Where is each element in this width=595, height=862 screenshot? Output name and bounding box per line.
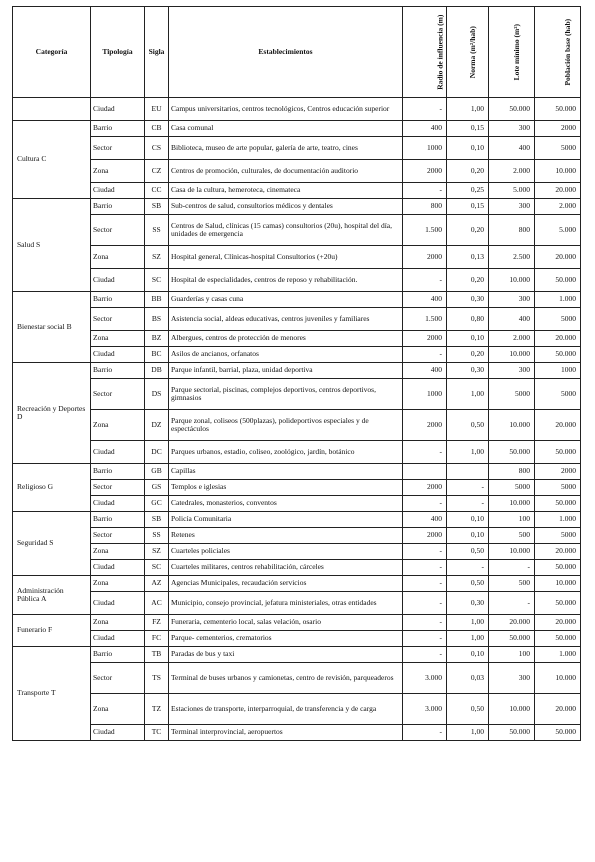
radio-cell: - [403,269,447,292]
norma-cell: 0,20 [447,347,489,363]
category-cell: Salud S [13,199,91,292]
radio-cell: 2000 [403,480,447,496]
radio-cell: - [403,560,447,576]
tipologia-cell: Ciudad [91,98,145,121]
establecimientos-cell: Parques urbanos, estadio, coliseo, zoológico, jardín, botánico [169,441,403,464]
header-lote-minimo [489,7,535,98]
sigla-cell: BC [145,347,169,363]
establecimientos-cell: Retenes [169,528,403,544]
lote-minimo-cell: 5000 [489,379,535,410]
category-cell: Seguridad S [13,512,91,576]
radio-cell: 2000 [403,528,447,544]
establecimientos-cell: Templos e iglesias [169,480,403,496]
norma-cell: 0,30 [447,363,489,379]
norma-cell: 1,00 [447,98,489,121]
poblacion-base-cell: 20.000 [535,410,581,441]
norma-cell: 0,80 [447,308,489,331]
norma-cell: 0,50 [447,410,489,441]
table-row [13,98,581,121]
norma-cell: 0,20 [447,269,489,292]
sigla-cell: TB [145,647,169,663]
tipologia-cell: Barrio [91,292,145,308]
radio-cell: 3.000 [403,694,447,725]
lote-minimo-cell: 10.000 [489,694,535,725]
sigla-cell: GS [145,480,169,496]
table-row [13,528,581,544]
poblacion-base-cell: 5000 [535,480,581,496]
header-radio [403,7,447,98]
tipologia-cell: Barrio [91,121,145,137]
sigla-cell: BZ [145,331,169,347]
establecimientos-cell: Asistencia social, aldeas educativas, centros juveniles y familiares [169,308,403,331]
lote-minimo-cell: 500 [489,576,535,592]
norma-cell: - [447,480,489,496]
radio-cell: - [403,576,447,592]
table-row [13,269,581,292]
tipologia-cell: Barrio [91,647,145,663]
table-row [13,560,581,576]
norma-cell: 1,00 [447,631,489,647]
establecimientos-cell: Terminal interprovincial, aeropuertos [169,725,403,741]
lote-minimo-cell: 500 [489,528,535,544]
table-row [13,292,581,308]
norma-cell: 0,10 [447,647,489,663]
tipologia-cell: Ciudad [91,183,145,199]
establecimientos-cell: Parque- cementerios, crematorios [169,631,403,647]
lote-minimo-cell: 800 [489,215,535,246]
table-row [13,441,581,464]
poblacion-base-cell: 2000 [535,464,581,480]
tipologia-cell: Barrio [91,464,145,480]
lote-minimo-cell: 300 [489,663,535,694]
table-row [13,480,581,496]
radio-cell: - [403,441,447,464]
sigla-cell: SZ [145,544,169,560]
table-row [13,576,581,592]
lote-minimo-cell: 10.000 [489,269,535,292]
radio-cell: - [403,725,447,741]
poblacion-base-cell: 20.000 [535,694,581,725]
table-row [13,592,581,615]
norma-cell: 0,03 [447,663,489,694]
radio-cell: 1000 [403,379,447,410]
establecimientos-cell: Sub-centros de salud, consultorios médicos y dentales [169,199,403,215]
table-row [13,615,581,631]
lote-minimo-cell: 50.000 [489,98,535,121]
sigla-cell: SC [145,560,169,576]
radio-cell: - [403,544,447,560]
norma-cell: 0,30 [447,592,489,615]
header-categoria: Categoría [13,7,91,98]
radio-cell: - [403,347,447,363]
poblacion-base-cell: 50.000 [535,631,581,647]
header-norma-label: Norma (m²/hab) [467,25,477,79]
radio-cell: 2000 [403,246,447,269]
category-cell: Administración Pública A [13,576,91,615]
sigla-cell: GC [145,496,169,512]
header-row [13,7,581,98]
poblacion-base-cell: 50.000 [535,725,581,741]
equipment-table [12,6,581,741]
radio-cell: 800 [403,199,447,215]
poblacion-base-cell: 1000 [535,363,581,379]
poblacion-base-cell: 20.000 [535,246,581,269]
tipologia-cell: Ciudad [91,347,145,363]
table-row [13,199,581,215]
header-poblacion-base [535,7,581,98]
header-radio-label: Radio de influencia (m) [435,14,445,90]
sigla-cell: CB [145,121,169,137]
poblacion-base-cell: 1.000 [535,512,581,528]
establecimientos-cell: Parque zonal, coliseos (500plazas), polideportivos especiales y de espectáculos [169,410,403,441]
radio-cell: 1.500 [403,215,447,246]
poblacion-base-cell: 50.000 [535,560,581,576]
establecimientos-cell: Capillas [169,464,403,480]
sigla-cell: SZ [145,246,169,269]
table-row [13,363,581,379]
sigla-cell: CZ [145,160,169,183]
table-row [13,496,581,512]
header-tipologia: Tipología [91,7,145,98]
lote-minimo-cell: 50.000 [489,441,535,464]
sigla-cell: TC [145,725,169,741]
radio-cell: - [403,647,447,663]
lote-minimo-cell: 300 [489,121,535,137]
norma-cell: 0,50 [447,694,489,725]
tipologia-cell: Sector [91,379,145,410]
poblacion-base-cell: 50.000 [535,592,581,615]
lote-minimo-cell: 10.000 [489,347,535,363]
sigla-cell: DZ [145,410,169,441]
lote-minimo-cell: 400 [489,137,535,160]
lote-minimo-cell: - [489,592,535,615]
poblacion-base-cell: 1.000 [535,647,581,663]
category-cell [13,98,91,121]
radio-cell [403,464,447,480]
poblacion-base-cell: 10.000 [535,576,581,592]
tipologia-cell: Zona [91,544,145,560]
radio-cell: 1.500 [403,308,447,331]
tipologia-cell: Sector [91,308,145,331]
table-row [13,725,581,741]
norma-cell: 0,50 [447,576,489,592]
lote-minimo-cell: 5000 [489,480,535,496]
norma-cell: 0,20 [447,215,489,246]
sigla-cell: SS [145,215,169,246]
table-row [13,331,581,347]
poblacion-base-cell: 1.000 [535,292,581,308]
sigla-cell: TZ [145,694,169,725]
poblacion-base-cell: 20.000 [535,544,581,560]
establecimientos-cell: Centros de Salud, clínicas (15 camas) consultorios (20u), hospital del día, unidades de emergencia [169,215,403,246]
category-cell: Bienestar social B [13,292,91,363]
lote-minimo-cell: - [489,560,535,576]
sigla-cell: DS [145,379,169,410]
establecimientos-cell: Cuarteles policiales [169,544,403,560]
tipologia-cell: Barrio [91,199,145,215]
radio-cell: - [403,592,447,615]
norma-cell: - [447,496,489,512]
establecimientos-cell: Funeraria, cementerio local, salas velación, osario [169,615,403,631]
table-row [13,647,581,663]
lote-minimo-cell: 300 [489,363,535,379]
table-row [13,121,581,137]
tipologia-cell: Barrio [91,512,145,528]
establecimientos-cell: Campus universitarios, centros tecnológicos, Centros educación superior [169,98,403,121]
tipologia-cell: Sector [91,137,145,160]
poblacion-base-cell: 5000 [535,137,581,160]
sigla-cell: BB [145,292,169,308]
table-row [13,512,581,528]
norma-cell: 0,13 [447,246,489,269]
norma-cell: 0,10 [447,528,489,544]
header-sigla: Sigla [145,7,169,98]
norma-cell: 0,15 [447,199,489,215]
establecimientos-cell: Cuarteles militares, centros rehabilitación, cárceles [169,560,403,576]
tipologia-cell: Zona [91,246,145,269]
table-row [13,160,581,183]
equipment-table-sheet [12,6,580,741]
sigla-cell: SS [145,528,169,544]
table-body [13,98,581,741]
radio-cell: 400 [403,121,447,137]
table-row [13,215,581,246]
tipologia-cell: Ciudad [91,560,145,576]
radio-cell: 1000 [403,137,447,160]
table-row [13,663,581,694]
poblacion-base-cell: 10.000 [535,663,581,694]
establecimientos-cell: Biblioteca, museo de arte popular, galería de arte, teatro, cines [169,137,403,160]
table-row [13,347,581,363]
tipologia-cell: Ciudad [91,725,145,741]
lote-minimo-cell: 50.000 [489,725,535,741]
sigla-cell: DB [145,363,169,379]
establecimientos-cell: Policía Comunitaria [169,512,403,528]
norma-cell: 0,10 [447,512,489,528]
lote-minimo-cell: 800 [489,464,535,480]
radio-cell: 2000 [403,331,447,347]
tipologia-cell: Ciudad [91,631,145,647]
lote-minimo-cell: 2.000 [489,160,535,183]
radio-cell: - [403,98,447,121]
establecimientos-cell: Estaciones de transporte, interparroquial, de transferencia y de carga [169,694,403,725]
radio-cell: - [403,183,447,199]
norma-cell: 0,20 [447,160,489,183]
poblacion-base-cell: 20.000 [535,183,581,199]
establecimientos-cell: Parque sectorial, piscinas, complejos deportivos, centros deportivos, gimnasios [169,379,403,410]
norma-cell: 1,00 [447,441,489,464]
lote-minimo-cell: 10.000 [489,544,535,560]
sigla-cell: SB [145,512,169,528]
sigla-cell: CC [145,183,169,199]
norma-cell [447,464,489,480]
table-row [13,631,581,647]
poblacion-base-cell: 5.000 [535,215,581,246]
tipologia-cell: Ciudad [91,496,145,512]
radio-cell: 2000 [403,160,447,183]
table-row [13,694,581,725]
poblacion-base-cell: 20.000 [535,615,581,631]
establecimientos-cell: Agencias Municipales, recaudación servicios [169,576,403,592]
sigla-cell: EU [145,98,169,121]
establecimientos-cell: Catedrales, monasterios, conventos [169,496,403,512]
sigla-cell: FC [145,631,169,647]
table-row [13,379,581,410]
radio-cell: 400 [403,292,447,308]
tipologia-cell: Zona [91,615,145,631]
establecimientos-cell: Terminal de buses urbanos y camionetas, centro de revisión, parqueaderos [169,663,403,694]
establecimientos-cell: Paradas de bus y taxi [169,647,403,663]
establecimientos-cell: Parque infantil, barrial, plaza, unidad deportiva [169,363,403,379]
tipologia-cell: Zona [91,331,145,347]
poblacion-base-cell: 5000 [535,308,581,331]
radio-cell: 2000 [403,410,447,441]
lote-minimo-cell: 100 [489,512,535,528]
poblacion-base-cell: 5000 [535,379,581,410]
radio-cell: 400 [403,512,447,528]
establecimientos-cell: Albergues, centros de protección de menores [169,331,403,347]
sigla-cell: AZ [145,576,169,592]
category-cell: Funerario F [13,615,91,647]
lote-minimo-cell: 2.500 [489,246,535,269]
table-row [13,464,581,480]
header-poblacion-base-label: Población base (hab) [563,18,573,86]
norma-cell: 1,00 [447,615,489,631]
lote-minimo-cell: 400 [489,308,535,331]
sigla-cell: SC [145,269,169,292]
lote-minimo-cell: 50.000 [489,631,535,647]
tipologia-cell: Sector [91,663,145,694]
table-row [13,544,581,560]
lote-minimo-cell: 2.000 [489,331,535,347]
norma-cell: 0,15 [447,121,489,137]
radio-cell: 400 [403,363,447,379]
establecimientos-cell: Hospital general, Clínicas-hospital Consultorios (+20u) [169,246,403,269]
establecimientos-cell: Casa comunal [169,121,403,137]
tipologia-cell: Zona [91,160,145,183]
radio-cell: 3.000 [403,663,447,694]
establecimientos-cell: Casa de la cultura, hemeroteca, cinemateca [169,183,403,199]
category-cell: Transporte T [13,647,91,741]
establecimientos-cell: Centros de promoción, culturales, de documentación auditorio [169,160,403,183]
tipologia-cell: Zona [91,410,145,441]
establecimientos-cell: Asilos de ancianos, orfanatos [169,347,403,363]
poblacion-base-cell: 50.000 [535,269,581,292]
poblacion-base-cell: 50.000 [535,441,581,464]
poblacion-base-cell: 50.000 [535,98,581,121]
lote-minimo-cell: 10.000 [489,410,535,441]
tipologia-cell: Ciudad [91,592,145,615]
sigla-cell: CS [145,137,169,160]
norma-cell: 0,10 [447,137,489,160]
norma-cell: 0,30 [447,292,489,308]
norma-cell: 0,10 [447,331,489,347]
tipologia-cell: Barrio [91,363,145,379]
table-row [13,410,581,441]
lote-minimo-cell: 300 [489,292,535,308]
poblacion-base-cell: 5000 [535,528,581,544]
norma-cell: - [447,560,489,576]
table-row [13,308,581,331]
tipologia-cell: Sector [91,215,145,246]
poblacion-base-cell: 10.000 [535,160,581,183]
table-row [13,183,581,199]
header-establecimientos: Establecimientos [169,7,403,98]
radio-cell: - [403,615,447,631]
tipologia-cell: Sector [91,480,145,496]
lote-minimo-cell: 10.000 [489,496,535,512]
tipologia-cell: Ciudad [91,269,145,292]
lote-minimo-cell: 300 [489,199,535,215]
category-cell: Religioso G [13,464,91,512]
norma-cell: 0,50 [447,544,489,560]
sigla-cell: SB [145,199,169,215]
sigla-cell: TS [145,663,169,694]
sigla-cell: AC [145,592,169,615]
establecimientos-cell: Guarderías y casas cuna [169,292,403,308]
header-norma [447,7,489,98]
tipologia-cell: Zona [91,694,145,725]
header-lote-minimo-label: Lote mínimo (m²) [512,23,522,81]
sigla-cell: BS [145,308,169,331]
norma-cell: 1,00 [447,379,489,410]
radio-cell: - [403,631,447,647]
radio-cell: - [403,496,447,512]
category-cell: Cultura C [13,121,91,199]
norma-cell: 0,25 [447,183,489,199]
table-row [13,137,581,160]
tipologia-cell: Zona [91,576,145,592]
category-cell: Recreación y Deportes D [13,363,91,464]
poblacion-base-cell: 2000 [535,121,581,137]
norma-cell: 1,00 [447,725,489,741]
sigla-cell: GB [145,464,169,480]
lote-minimo-cell: 100 [489,647,535,663]
lote-minimo-cell: 5.000 [489,183,535,199]
tipologia-cell: Sector [91,528,145,544]
lote-minimo-cell: 20.000 [489,615,535,631]
table-row [13,246,581,269]
poblacion-base-cell: 50.000 [535,347,581,363]
poblacion-base-cell: 50.000 [535,496,581,512]
poblacion-base-cell: 2.000 [535,199,581,215]
establecimientos-cell: Hospital de especialidades, centros de reposo y rehabilitación. [169,269,403,292]
sigla-cell: DC [145,441,169,464]
sigla-cell: FZ [145,615,169,631]
establecimientos-cell: Municipio, consejo provincial, jefatura ministeriales, otras entidades [169,592,403,615]
poblacion-base-cell: 20.000 [535,331,581,347]
tipologia-cell: Ciudad [91,441,145,464]
